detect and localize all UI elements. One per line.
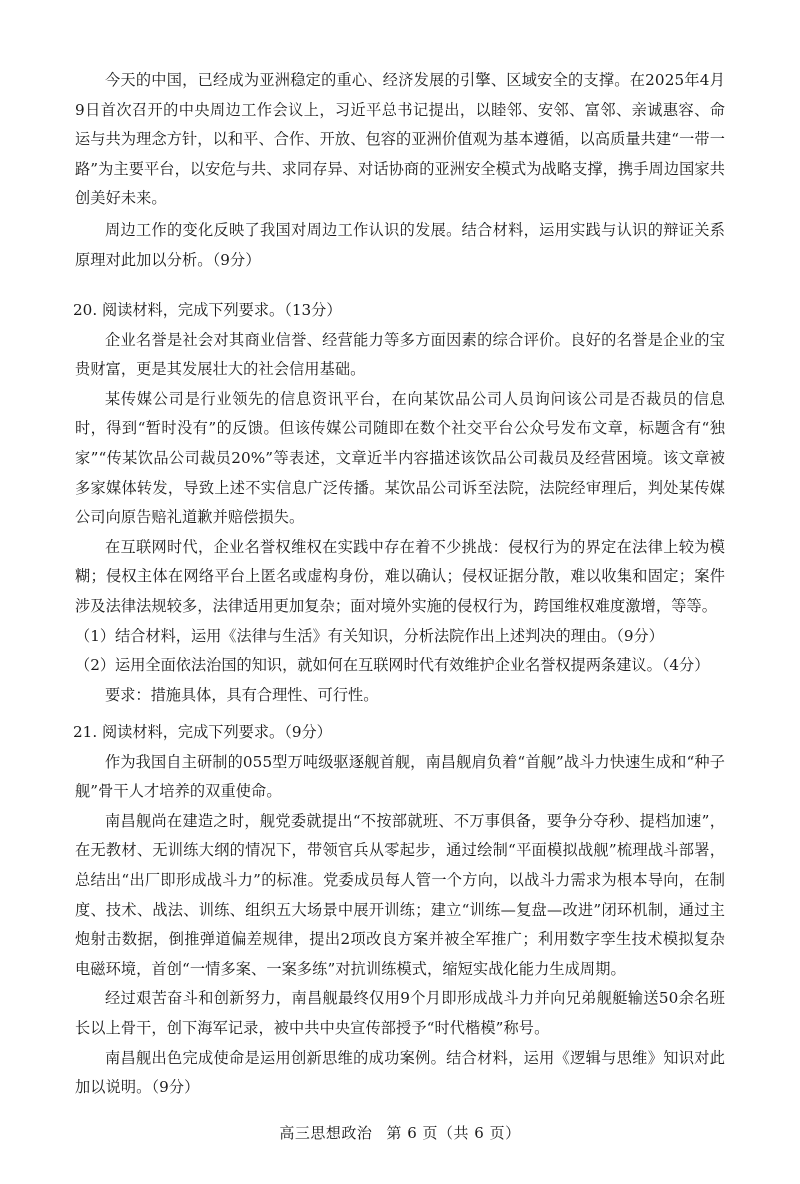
q21-paragraph-3: 经过艰苦奋斗和创新努力，南昌舰最终仅用9个月即形成战斗力并向兄弟舰艇输送50余名班长以上骨干，创下海军记录，被中共中央宣传部授予“时代楷模”称号。 [75,989,725,1037]
q21-prompt: 南昌舰出色完成使命是运用创新思维的成功案例。结合材料，运用《逻辑与思维》知识对此加以说明。（9分） [75,1048,725,1097]
q20-paragraph-3: 在互联网时代，企业名誉权维权在实践中存在着不少挑战：侵权行为的界定在法律上较为模糊；侵权主体在网络平台上匿名或虚构身份，难以确认；侵权证据分散，难以收集和固定；案件涉及法律法规较多，法律适用更加复杂；面对境外实施的侵权行为，跨国维权难度激增，等等。 [75,537,725,615]
footer-page-number: 第 6 页（共 6 页） [386,1124,521,1142]
page-footer [0,1122,800,1143]
q20-paragraph-1: 企业名誉是社会对其商业信誉、经营能力等多方面因素的综合评价。良好的名誉是企业的宝贵财富，更是其发展壮大的社会信用基础。 [75,330,725,379]
q19-material-paragraph: 今天的中国，已经成为亚洲稳定的重心、经济发展的引擎、区域安全的支撑。在2025年4月9日首次召开的中央周边工作会议上，习近平总书记提出，以睦邻、安邻、富邻、亲诚惠容、命运与共为理念方针，以和平、合作、开放、包容的亚洲价值观为基本遵循，以高质量共建“一带一路”为主要平台，以安危与共、求同存异、对话协商的亚洲安全模式为战略支撑，携手周边国家共创美好未来。 [75,71,725,208]
question-20 [75,296,725,710]
q21-heading: 21. 阅读材料，完成下列要求。（9分） [73,723,332,741]
footer-subject: 高三思想政治 [279,1124,373,1142]
question-19-tail [75,66,725,275]
q20-subquestion-1: （1）结合材料，运用《法律与生活》有关知识，分析法院作出上述判决的理由。（9分） [75,626,664,645]
q19-prompt: 周边工作的变化反映了我国对周边工作认识的发展。结合材料，运用实践与认识的辩证关系原理对此加以分析。（9分） [75,220,725,269]
q20-subquestion-2: （2）运用全面依法治国的知识，就如何在互联网时代有效维护企业名誉权提两条建议。（4分） [75,656,710,675]
question-21 [75,718,725,1103]
q20-requirement: 要求：措施具体，具有合理性、可行性。 [105,685,379,704]
q20-paragraph-2: 某传媒公司是行业领先的信息资讯平台，在向某饮品公司人员询问该公司是否裁员的信息时，得到“暂时没有”的反馈。但该传媒公司随即在数个社交平台公众号发布文章，标题含有“独家”“传某饮品公司裁员20%”等表述，文章近半内容描述该饮品公司裁员及经营困境。该文章被多家媒体转发，导致上述不实信息广泛传播。某饮品公司诉至法院，法院经审理后，判处某传媒公司向原告赔礼道歉并赔偿损失。 [75,389,725,527]
q21-paragraph-2: 南昌舰尚在建造之时，舰党委就提出“不按部就班、不万事俱备，要争分夺秒、提档加速”，在无教材、无训练大纲的情况下，带领官兵从零起步，通过绘制“平面模拟战舰”梳理战斗部署，总结出“出厂即形成战斗力”的标准。党委成员每人管一个方向，以战斗力需求为根本导向，在制度、技术、战法、训练、组织五大场景中展开训练；建立“训练—复盘—改进”闭环机制，通过主炮射击数据，倒推弹道偏差规律，提出2项改良方案并被全军推广；利用数字孪生技术模拟复杂电磁环境，首创“一情多案、一案多练”对抗训练模式，缩短实战化能力生成周期。 [75,811,725,978]
q21-paragraph-1: 作为我国自主研制的055型万吨级驱逐舰首舰，南昌舰肩负着“首舰”战斗力快速生成和“种子舰”骨干人才培养的双重使命。 [75,752,725,801]
q20-heading: 20. 阅读材料，完成下列要求。（13分） [73,301,342,319]
